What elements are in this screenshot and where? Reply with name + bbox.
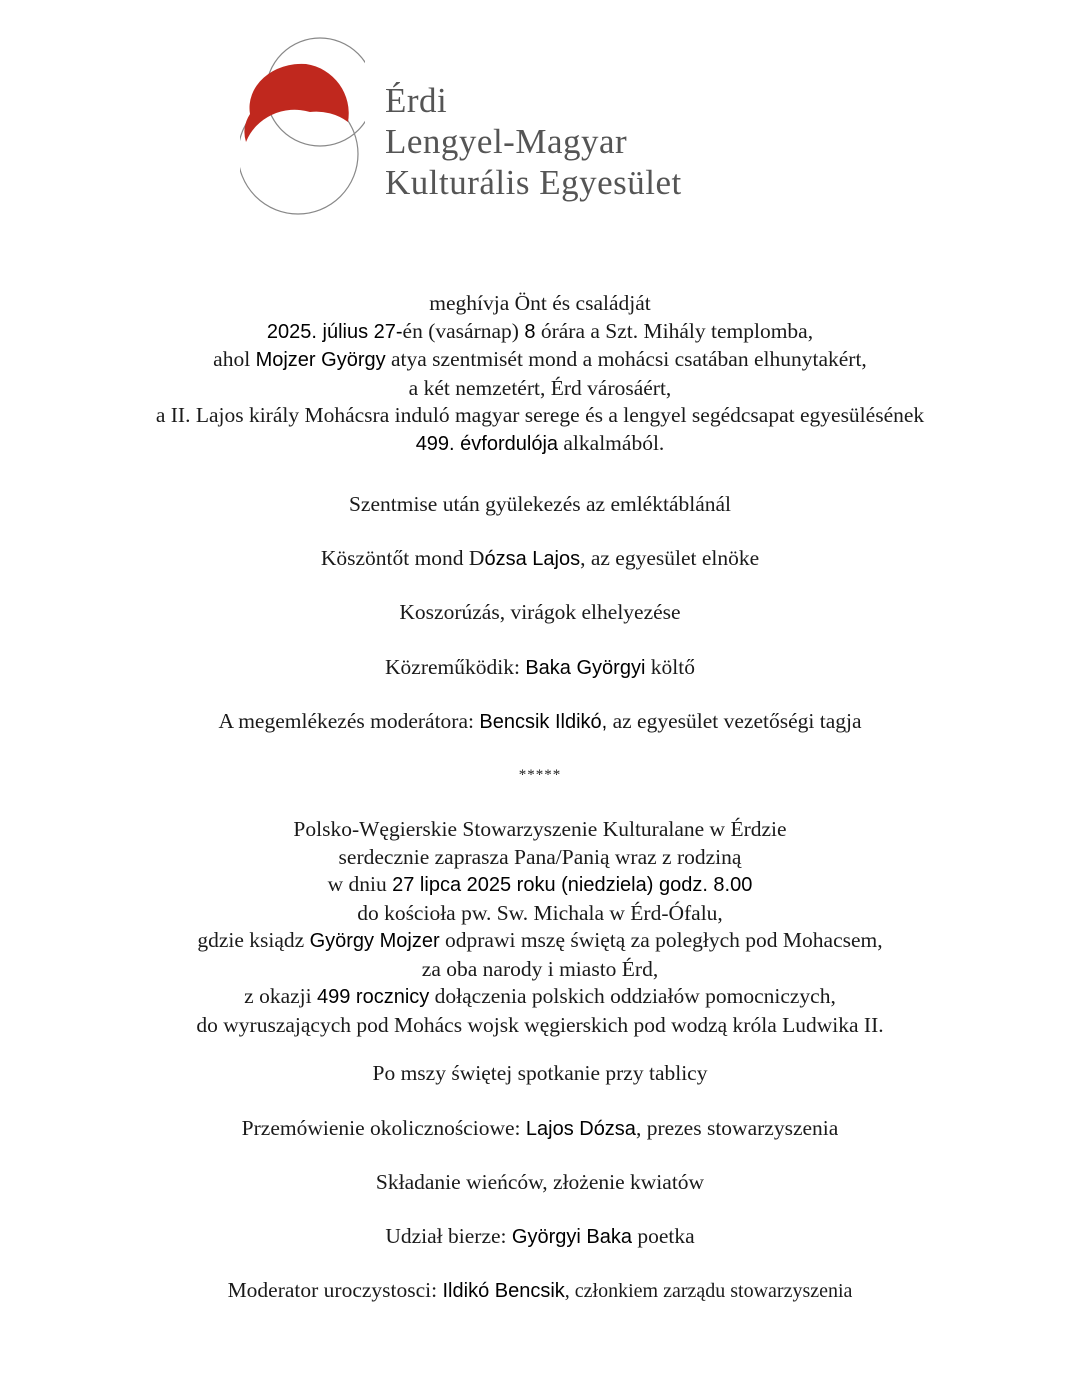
pl-poet-name: Györgyi Baka	[511, 1226, 632, 1248]
hu-program-3: Koszorúzás, virágok elhelyezése	[399, 600, 681, 624]
pl-line-5-c: odprawi mszę świętą za poległych pod Mohacsem,	[439, 928, 883, 952]
pl-line-5	[0, 927, 1080, 956]
pl-program-5-c: , członkiem zarządu stowarzyszenia	[564, 1280, 853, 1302]
pl-line-7-c: dołączenia polskich oddziałów pomocniczych,	[429, 984, 836, 1008]
pl-line-3-a: w dniu	[327, 872, 393, 896]
hu-moderator-name: Bencsik Ildikó,	[479, 711, 608, 733]
pl-program-3: Składanie wieńców, złożenie kwiatów	[375, 1170, 705, 1194]
pl-line-6: za oba narody i miasto Érd,	[421, 956, 659, 981]
hu-line-2	[0, 318, 1080, 347]
hungarian-invitation	[0, 290, 1080, 458]
section-separator: *****	[518, 767, 562, 783]
hu-program-4-a: Közreműködik:	[385, 655, 526, 679]
hu-speaker-name: ózsa Lajos	[484, 548, 581, 570]
hu-anniversary: 499. évfordulója	[415, 432, 559, 455]
hu-line-3-c: atya szentmisét mond a mohácsi csatában elhunytakért,	[385, 347, 867, 371]
pl-program-4-a: Udział bierze:	[385, 1224, 512, 1248]
pl-line-7-a: z okazji	[244, 984, 317, 1008]
pl-program-1: Po mszy świętej spotkanie przy tablicy	[372, 1061, 708, 1085]
hu-program-4-c: költő	[645, 655, 695, 679]
pl-program-2-c: , prezes stowarzyszenia	[635, 1116, 839, 1140]
pl-anniversary: 499 rocznicy	[316, 986, 430, 1008]
pl-line-7	[0, 983, 1080, 1012]
pl-program-4	[0, 1223, 1080, 1251]
hu-poet-name: Baka Györgyi	[525, 657, 646, 679]
hu-program-5-a: A megemlékezés moderátora:	[218, 709, 480, 733]
pl-line-3	[0, 871, 1080, 900]
pl-program-5-a: Moderator uroczystosci:	[227, 1278, 443, 1302]
organization-logo	[240, 34, 365, 229]
pl-line-8: do wyruszających pod Mohács wojsk węgierskich pod wodzą króla Ludwika II.	[196, 1012, 884, 1037]
pl-program-2	[0, 1115, 1080, 1143]
hu-program-4	[0, 654, 1080, 682]
hu-program-2-a: Köszöntőt mond D	[320, 546, 485, 570]
hu-line-3	[0, 346, 1080, 375]
organization-name-line-1: Érdi	[385, 81, 448, 120]
pl-line-5-a: gdzie ksiądz	[197, 928, 310, 952]
hu-line-3-a: ahol	[213, 347, 256, 371]
pl-line-1: Polsko-Węgierskie Stowarzyszenie Kulturalane w Érdzie	[293, 817, 787, 841]
hu-line-5: a II. Lajos király Mohácsra induló magyar serege és a lengyel segédcsapat egyesülésének	[155, 403, 925, 427]
hu-hour: 8	[524, 320, 536, 343]
organization-name-line-3: Kulturális Egyesület	[385, 163, 682, 202]
hu-priest-name: Mojzer György	[255, 349, 386, 371]
hu-line-4: a két nemzetért, Érd városáért,	[408, 375, 672, 400]
pl-priest-name: György Mojzer	[309, 930, 440, 952]
organization-name	[385, 80, 682, 203]
hu-line-1: meghívja Önt és családját	[429, 291, 651, 315]
polish-invitation	[0, 816, 1080, 1039]
hu-program-2	[0, 545, 1080, 573]
pl-program-4-c: poetka	[631, 1224, 695, 1248]
hu-program-1: Szentmise után gyülekezés az emléktáblánál	[348, 492, 732, 516]
pl-moderator-name: Ildikó Bencsik	[442, 1280, 565, 1302]
logo-red-shape	[244, 64, 348, 142]
hu-program-2-c: , az egyesület elnöke	[580, 546, 760, 570]
hu-line-6	[0, 430, 1080, 459]
hu-line-6-b: alkalmából.	[558, 430, 665, 455]
pl-line-4: do kościoła pw. Sw. Michala w Érd-Ófalu,	[357, 900, 723, 925]
hu-program-5	[0, 708, 1080, 736]
pl-date: 27 lipca 2025 roku (niedziela) godz. 8.00	[392, 874, 753, 896]
pl-program-5	[0, 1277, 1080, 1305]
hu-date: 2025. július 27-	[266, 320, 403, 343]
hu-date-suffix: én (vasárnap)	[402, 318, 525, 343]
pl-speaker-name: Lajos Dózsa	[525, 1118, 636, 1140]
hu-program-5-c: az egyesület vezetőségi tagja	[607, 709, 862, 733]
organization-name-line-2: Lengyel-Magyar	[385, 122, 628, 161]
pl-line-2: serdecznie zaprasza Pana/Panią wraz z rodziną	[338, 844, 742, 869]
hu-location: órára a Szt. Mihály templomba,	[535, 318, 814, 343]
pl-program-2-a: Przemówienie okolicznościowe:	[241, 1116, 526, 1140]
